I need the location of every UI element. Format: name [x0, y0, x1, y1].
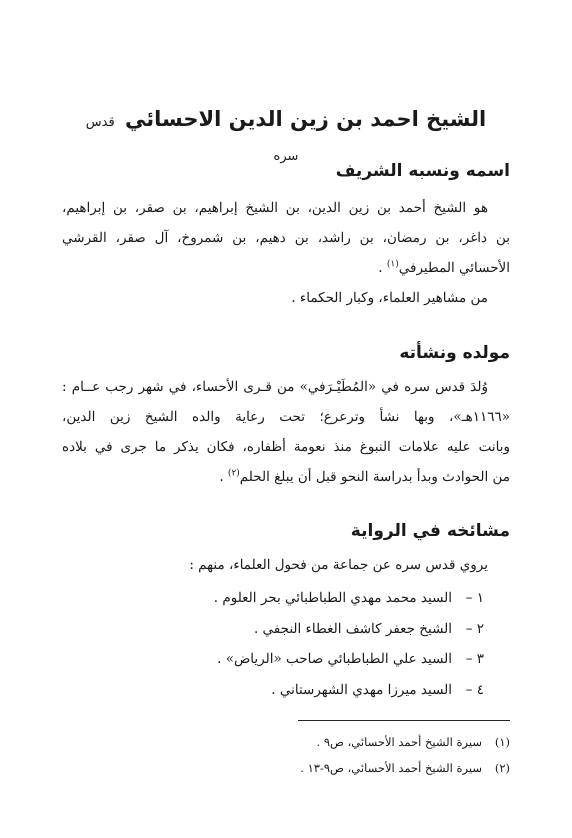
title-text: الشيخ احمد بن زين الدين الاحسائي — [124, 107, 487, 131]
text-line-content: من الحوادث وبدأ بدراسة النحو قبل أن يبلغ الحلم — [239, 469, 510, 485]
paragraph-name-lineage — [62, 193, 510, 313]
list-item-text: الشيخ جعفر كاشف الغطاء النجفي . — [253, 620, 452, 637]
text-line: من الحوادث وبدأ بدراسة النحو قبل أن يبلغ الحلم$^{(٢)}$ . — [219, 468, 510, 485]
text-line-content: الأحسائي المطيرفي — [398, 260, 510, 276]
paragraph-birth-upbringing — [62, 372, 510, 492]
footnote-mark: (٢) — [494, 761, 510, 775]
footnote-text: سيرة الشيخ أحمد الأحسائي، ص٩ . — [316, 735, 482, 749]
list-item — [62, 583, 484, 614]
text-line: بن داغر، بن رمضان، بن راشد، بن دهيم، بن شمروخ، آل صقر، القرشي — [62, 230, 510, 246]
section-heading-teachers: مشائخه في الرواية — [350, 521, 510, 541]
list-item — [62, 614, 484, 645]
list-item-text: السيد علي الطباطبائي صاحب «الرياض» . — [217, 651, 452, 667]
section-heading-name-lineage: اسمه ونسبه الشريف — [335, 161, 510, 181]
section-heading-birth-upbringing: مولده ونشأته — [399, 343, 510, 363]
list-item-number: ٢ – — [465, 620, 484, 637]
teachers-list — [62, 583, 484, 705]
footnote-ref: (٢) — [227, 468, 240, 479]
text-line: الأحسائي المطيرفي$^{(١)}$ . — [378, 259, 510, 276]
list-item-text: السيد ميرزا مهدي الشهرستاني . — [271, 681, 452, 698]
list-item — [62, 644, 484, 675]
text-line: وُلدَ قدس سره في «المُطَيْـرَفي» من قـرى الأحساء، في شهر رجب عــام : — [62, 379, 488, 395]
text-line: هو الشيخ أحمد بن زين الدين، بن الشيخ إبراهيم، بن صقر، بن إبراهيم، — [62, 200, 488, 216]
footnote-mark: (١) — [494, 735, 510, 749]
list-item-number: ٣ – — [465, 651, 484, 667]
text-line: «١١٦٦هـ»، وبها نشأ وترعرع؛ تحت رعاية والده الشيخ زين الدين، — [62, 409, 510, 425]
list-item-number: ٤ – — [465, 681, 484, 698]
list-item-number: ١ – — [465, 590, 484, 606]
footnote-text: سيرة الشيخ أحمد الأحسائي، ص٩-١٣ . — [300, 761, 482, 775]
text-line: من مشاهير العلماء، وكبار الحكماء . — [291, 290, 488, 306]
list-item — [62, 675, 484, 706]
footnote-separator — [298, 720, 510, 721]
title-honorific: قدس سره — [85, 115, 299, 164]
footnote — [62, 732, 510, 752]
footnote-ref: (١) — [386, 259, 399, 270]
text-line: وبانت عليه علامات النبوغ منذ نعومة أظفاره، فكان يذكر ما جرى في بلاده — [62, 439, 510, 455]
teachers-intro: يروي قدس سره عن جماعة من فحول العلماء، منهم : — [189, 557, 488, 573]
list-item-text: السيد محمد مهدي الطباطبائي بحر العلوم . — [213, 590, 452, 606]
footnote — [62, 758, 510, 778]
